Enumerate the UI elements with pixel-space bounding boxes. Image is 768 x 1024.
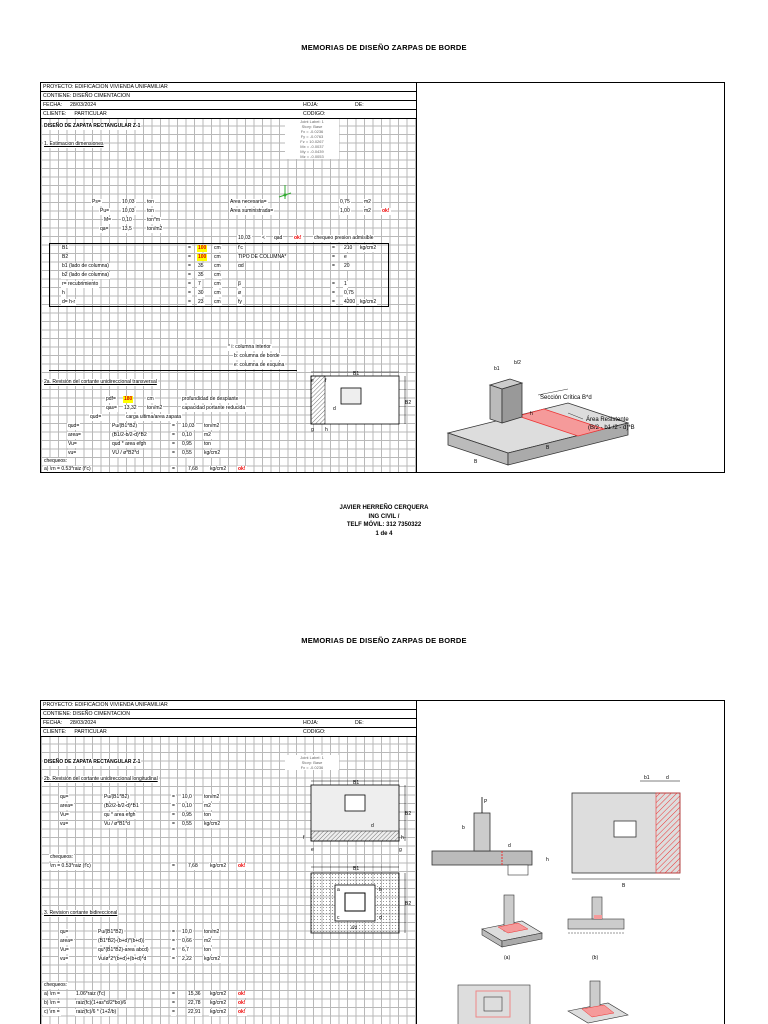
client-label: CLIENTE:: [43, 111, 67, 117]
column-type-corner: e: columna de esquina: [234, 362, 285, 368]
check-a-expr: a) \rn = 0.53*raiz (f'c): [44, 466, 91, 472]
dimension-unit: cm: [214, 281, 221, 287]
joint-mx: Mx = -0.0037: [300, 144, 324, 149]
shear-3-value: 6,7: [182, 947, 189, 953]
shear-row-label: area=: [68, 432, 81, 438]
dimension-value: 7: [198, 281, 201, 287]
shear-3-value: 0,66: [182, 938, 192, 944]
client-label-2: CLIENTE:: [43, 729, 67, 735]
shear-3-unit: ton/m2: [204, 929, 220, 935]
shear-2b-unit: ton: [204, 812, 211, 818]
check-a-ok: ok!: [238, 466, 246, 472]
plan-sketch-transverse: [301, 370, 413, 432]
dimension-unit: cm: [214, 272, 221, 278]
client-value: PARTICULAR: [74, 111, 107, 117]
fig-g-label: g: [311, 427, 314, 432]
shear-3-expr: Pu/(B1*B2): [98, 929, 124, 935]
checks-label-3: chequeos:: [44, 982, 68, 988]
shear-row-eq: =: [172, 432, 175, 438]
fig-b-caption: (b): [592, 955, 599, 961]
shear-2b-label: qu=: [60, 794, 69, 800]
iso-area-expr: (B/2 - b1 /2 - d)*B: [588, 425, 635, 431]
pressure-check-qad: qad: [274, 235, 283, 241]
date-label: FECHA:: [43, 102, 63, 108]
dimension-eq: =: [188, 281, 191, 287]
dimension-eq: =: [188, 272, 191, 278]
qud-desc-label: qud=: [90, 414, 102, 420]
client-row-2: [41, 728, 417, 737]
property-name: β: [238, 281, 241, 287]
of-label: DE:: [355, 102, 364, 108]
property-value: 0,75: [344, 290, 354, 296]
iso-B-label-2: B: [546, 445, 550, 451]
property-unit: kg/cm2: [360, 299, 377, 305]
qas-label: qas=: [106, 405, 117, 411]
check-3-eq: =: [172, 1000, 175, 1006]
check-b-value: 7,68: [188, 863, 198, 869]
pdf-unit: cm: [147, 396, 154, 402]
dimension-name: B1: [62, 245, 69, 251]
section-2b-title: 2b. Revisión del cortante unidireccional longitudinal: [44, 776, 158, 782]
shear-2b-unit: kg/cm2: [204, 821, 221, 827]
column-type-interior: * i: columna interior: [228, 344, 271, 350]
dimension-unit: cm: [214, 299, 221, 305]
shear-2b-eq: =: [172, 794, 175, 800]
qa-value: 13,5: [122, 226, 132, 232]
of-label-2: DE:: [355, 720, 364, 726]
joint-fx-2: Fx = -0.0236: [300, 765, 324, 770]
checks-label: chequeos:: [44, 458, 68, 464]
shear-2b-label: vu=: [60, 821, 69, 827]
check-3-ok: ok!: [238, 1000, 246, 1006]
plan-sketch-bidirectional: [301, 861, 413, 941]
joint-mz: Mz = -0.0053: [300, 154, 324, 159]
shear-row-eq: =: [172, 423, 175, 429]
iso-section-label: Sección Crítica B*d: [540, 395, 592, 401]
pu-value: 10,03: [122, 208, 135, 214]
plan-sketch-longitudinal: [301, 777, 413, 857]
m-label: M=: [104, 217, 112, 223]
shear-2b-value: 0,10: [182, 803, 192, 809]
shear-2b-expr: qu * area efgh: [104, 812, 136, 818]
property-name: f'c: [238, 245, 243, 251]
joint-axis-icon: [275, 183, 295, 203]
dimension-eq: =: [188, 254, 191, 260]
fig3-a-label: a: [337, 887, 340, 893]
dimension-value: 100: [198, 245, 207, 251]
ps-value: 10,03: [122, 199, 135, 205]
shear-3-unit: kg/cm2: [204, 956, 221, 962]
design-title: DISEÑO DE ZAPATA RECTANGULAR Z-1: [44, 123, 141, 129]
shear-row-expr: VU / ø*B2*d: [112, 450, 139, 456]
pdf-label: pdf=: [106, 396, 116, 402]
fig2-f-label: f: [303, 835, 305, 841]
fig2-h-label: h: [401, 835, 404, 841]
date-value-2: 28/03/2024: [70, 720, 96, 726]
shear-2b-unit: m2: [204, 803, 211, 809]
dimension-eq: =: [188, 245, 191, 251]
date-row: [41, 101, 417, 110]
qa-label: qa=: [100, 226, 109, 232]
joint-label-box: [285, 119, 339, 159]
sec-p-label: P: [484, 799, 488, 805]
figure-panel-2: [418, 701, 724, 1024]
calc-sheet-2: [40, 700, 725, 1024]
fig2-b2-label: B2: [405, 811, 412, 817]
fig3-d2-label: d/2: [351, 925, 358, 930]
check-3-label: a) \rn =: [44, 991, 60, 997]
dimension-eq: =: [188, 299, 191, 305]
shear-3-expr: qu*(B1*B2)-area abcd): [98, 947, 149, 953]
code-label-2: CODIGO:: [303, 729, 326, 735]
iso-B-label: B: [474, 459, 478, 465]
dimension-eq: =: [188, 290, 191, 296]
plan-b1-label: b1: [644, 775, 650, 781]
shear-3-unit: m2: [204, 938, 211, 944]
joint-fy: Fy = -0.0763: [300, 134, 324, 139]
pdf-value: 180: [124, 396, 133, 402]
check-3-label: b) \rn =: [44, 1000, 60, 1006]
column-type-edge: b: columna de borde: [234, 353, 280, 359]
pu-label: Pu=: [100, 208, 110, 214]
shear-2b-value: 0,55: [182, 821, 192, 827]
fig3-b2-label: B2: [405, 901, 412, 907]
shear-3-label: Vu=: [60, 947, 69, 953]
pressure-check-text: chequeo presion admisible: [314, 235, 374, 241]
shear-3-eq: =: [172, 947, 175, 953]
section-1-title: 1. Estimacion dimensiones: [44, 141, 104, 147]
section-2a-title: 2a. Revisión del cortante unidireccional transversal: [44, 379, 157, 385]
shear-3-eq: =: [172, 938, 175, 944]
shear-2b-value: 0,95: [182, 812, 192, 818]
calc-grid-1: [41, 83, 417, 472]
property-value: 20: [344, 263, 350, 269]
date-label-2: FECHA:: [43, 720, 63, 726]
shear-3-label: qu=: [60, 929, 69, 935]
shear-row-value: 0,10: [182, 432, 192, 438]
shear-row-unit: ton: [204, 441, 211, 447]
qas-desc: capacidad portante reducida: [182, 405, 246, 411]
sheet-label-2: HOJA:: [303, 720, 319, 726]
shear-2b-expr: (B2/2-b/2-d)*B1: [104, 803, 139, 809]
plan-B-label: B: [622, 883, 626, 889]
check-3-value: 22,78: [188, 1000, 201, 1006]
shear-2b-eq: =: [172, 803, 175, 809]
shear-row-unit: m2: [204, 432, 211, 438]
property-name: TIPO DE COLUMNA*: [238, 254, 287, 260]
dimension-value: 35: [198, 263, 204, 269]
check-b-unit: kg/cm2: [210, 863, 227, 869]
date-row-2: [41, 719, 417, 728]
property-name: αd: [238, 263, 244, 269]
shear-row-expr: qud * area efgh: [112, 441, 147, 447]
joint-fz: Fz = 10.0267: [300, 139, 324, 144]
fig3-b-label: b: [379, 887, 382, 893]
check-3-ok: ok!: [238, 991, 246, 997]
pdf-desc: profundidad de desplante: [182, 396, 239, 402]
document-title: MEMORIAS DE DISEÑO ZARPAS DE BORDE: [301, 43, 467, 52]
dimension-value: 100: [198, 254, 207, 260]
joint-label-2: Joint Label: 1: [300, 755, 324, 760]
shear-row-label: qud=: [68, 423, 80, 429]
footer-page: 1 de 4: [375, 530, 393, 537]
project-row-2: PROYECTO: EDIFICACION VIVIENDA UNIFAMILIAR: [41, 701, 417, 710]
contains-row-2: CONTIENE: DISEÑO CIMENTACION: [41, 710, 417, 719]
property-eq: =: [332, 290, 335, 296]
dimension-value: 23: [198, 299, 204, 305]
fig2-g-label: g: [399, 847, 402, 853]
property-name: ø: [238, 290, 242, 296]
dimension-unit: cm: [214, 245, 221, 251]
property-value: 210: [344, 245, 353, 251]
fig-b2-label: B2: [405, 400, 412, 406]
footer-role: ING CIVIL /: [368, 513, 400, 520]
check-3-value: 22,91: [188, 1009, 201, 1015]
m-value: 0,10: [122, 217, 132, 223]
footer-author: JAVIER HERREÑO CERQUERA: [339, 505, 429, 511]
shear-3-value: 2,22: [182, 956, 192, 962]
pressure-check-lt: <: [262, 235, 265, 241]
document-title-2: MEMORIAS DE DISEÑO ZARPAS DE BORDE: [301, 636, 467, 645]
property-unit: kg/cm2: [360, 245, 377, 251]
fig-h-label: h: [325, 427, 328, 432]
pressure-check-ok: ok!: [294, 235, 302, 241]
shear-row-unit: ton/m2: [204, 423, 220, 429]
pressure-check-value: 10,03: [238, 235, 251, 241]
check-a-eq: =: [172, 466, 175, 472]
check-3-unit: kg/cm2: [210, 1000, 227, 1006]
shear-3-expr: Vu/ø*2*(b+d)+(b+d)*d: [98, 956, 147, 962]
property-value: 1: [344, 281, 347, 287]
area-supplied-label: Area suministrada=: [230, 208, 274, 214]
check-3-unit: kg/cm2: [210, 991, 227, 997]
shear-3-expr: (B1*B2)-(b+d)*(b+d)): [98, 938, 145, 944]
dimension-unit: cm: [214, 254, 221, 260]
check-3-value: 15,36: [188, 991, 201, 997]
shear-3-label: vu=: [60, 956, 69, 962]
area-supplied-unit: m2: [364, 208, 371, 214]
iso-h-label: h: [530, 411, 533, 417]
calc-sheet-1: [40, 82, 725, 473]
m-unit: ton*m: [147, 217, 161, 223]
shear-3-eq: =: [172, 929, 175, 935]
dimension-value: 30: [198, 290, 204, 296]
fig-b1-label: B1: [353, 371, 360, 377]
fig2-e-label: e: [311, 847, 314, 853]
sec-b-label: b: [462, 825, 465, 831]
dimension-name: r= recubrimiento: [62, 281, 99, 287]
qas-value: 13,32: [124, 405, 137, 411]
shear-2b-label: Vu=: [60, 812, 69, 818]
iso-b1-label: b1: [494, 366, 500, 372]
shear-row-label: Vu=: [68, 441, 77, 447]
date-value: 28/03/2024: [70, 102, 96, 108]
qas-unit: ton/m2: [147, 405, 163, 411]
dimension-unit: cm: [214, 290, 221, 296]
check-3-eq: =: [172, 991, 175, 997]
shear-row-expr: Pu/(B1*B2): [112, 423, 138, 429]
section-2a-rule: [49, 370, 297, 371]
shear-row-value: 0,95: [182, 441, 192, 447]
qa-unit: ton/m2: [147, 226, 163, 232]
checks-label-2: chequeos:: [50, 854, 74, 860]
shear-row-eq: =: [172, 441, 175, 447]
property-eq: =: [332, 299, 335, 305]
contains-row: CONTIENE: DISEÑO CIMENTACION: [41, 92, 417, 101]
ps-unit: ton: [147, 199, 154, 205]
area-supplied-value: 1,00: [340, 208, 350, 214]
joint-story: Story: Base: [301, 124, 323, 129]
fig3-c-label: c: [337, 915, 340, 921]
check-b-expr: \rn = 0.53*raiz (f'c): [50, 863, 91, 869]
calc-grid-2: [41, 701, 417, 1024]
shear-2b-label: area=: [60, 803, 73, 809]
check-a-value: 7,68: [188, 466, 198, 472]
footer: [0, 504, 768, 538]
shear-2b-eq: =: [172, 821, 175, 827]
check-3-unit: kg/cm2: [210, 1009, 227, 1015]
iso-b2-label: b/2: [514, 360, 521, 366]
dimension-value: 35: [198, 272, 204, 278]
joint-label-box-2: [285, 755, 339, 770]
check-b-ok: ok!: [238, 863, 246, 869]
shear-2b-unit: ton/m2: [204, 794, 220, 800]
area-required-value: 0,75: [340, 199, 350, 205]
fig2-b1-label: B1: [353, 780, 360, 786]
property-eq: =: [332, 245, 335, 251]
shear-2b-expr: Pu/(B1*B2): [104, 794, 130, 800]
area-required-unit: m2: [364, 199, 371, 205]
design-title-2: DISEÑO DE ZAPATA RECTANGULAR Z-1: [44, 759, 141, 765]
check-3-expr: 1.06*raiz (f'c): [76, 991, 106, 997]
qud-desc: carga ultima/area zapata: [126, 414, 182, 420]
shear-2b-value: 10,0: [182, 794, 192, 800]
footing-isometric-figure: [418, 83, 724, 472]
joint-label: Joint Label: 1: [300, 119, 324, 124]
fig3-b1-label: B1: [353, 866, 360, 872]
dimension-name: d= h-r: [62, 299, 76, 305]
iso-area-label: Área Resistente: [586, 417, 629, 423]
property-eq: =: [332, 254, 335, 260]
property-eq: =: [332, 263, 335, 269]
figure-panel-1: [418, 83, 724, 472]
pu-unit: ton: [147, 208, 154, 214]
client-row: [41, 110, 417, 119]
fig-f-label: f: [325, 378, 327, 384]
footer-phone: TELF MÓVIL: 312 7350322: [346, 522, 422, 528]
joint-fx: Fx = -0.0236: [300, 129, 324, 134]
shear-row-unit: kg/cm2: [204, 450, 221, 456]
check-b-eq: =: [172, 863, 175, 869]
sheet-label: HOJA:: [303, 102, 319, 108]
property-value: e: [344, 254, 347, 260]
fig-a-caption: (a): [504, 955, 511, 961]
joint-my: My = -0.0439: [300, 149, 324, 154]
check-3-expr: raiz(fc)/6 * (1+2/b): [76, 1009, 117, 1015]
check-3-expr: raiz(fc)(1+as*d/2*bo)/6: [76, 1000, 127, 1006]
shear-3-value: 10,0: [182, 929, 192, 935]
property-value: 4200: [344, 299, 356, 305]
fig-e-label: e: [311, 378, 314, 384]
client-value-2: PARTICULAR: [74, 729, 107, 735]
shear-row-label: vu=: [68, 450, 77, 456]
shear-row-eq: =: [172, 450, 175, 456]
check-3-label: c) \rn =: [44, 1009, 60, 1015]
ps-label: Ps=: [92, 199, 101, 205]
check-3-eq: =: [172, 1009, 175, 1015]
shear-3-label: area=: [60, 938, 73, 944]
dimension-name: B2: [62, 254, 69, 260]
shear-row-value: 10,03: [182, 423, 195, 429]
plan-d-label: d: [666, 775, 669, 781]
dimension-name: b2 (lado de columna): [62, 272, 109, 278]
dimension-name: h: [62, 290, 65, 296]
section-3-title: 3. Revision cortante bidireccional: [44, 910, 118, 916]
joint-story-2: Story: Base: [301, 760, 323, 765]
project-row: PROYECTO: EDIFICACION VIVIENDA UNIFAMILIAR: [41, 83, 417, 92]
sec-h-label: h: [546, 857, 549, 863]
property-name: fy: [238, 299, 242, 305]
fig-d-label: d: [333, 406, 336, 412]
shear-row-value: 0,55: [182, 450, 192, 456]
check-a-unit: kg/cm2: [210, 466, 227, 472]
sec-d-label: d: [508, 843, 511, 849]
dimension-unit: cm: [214, 263, 221, 269]
dimension-eq: =: [188, 263, 191, 269]
fig3-d-label: d: [379, 915, 382, 921]
area-required-label: Area necesaria=: [230, 199, 267, 205]
shear-3-eq: =: [172, 956, 175, 962]
footing-section-figures: [418, 701, 724, 1024]
shear-3-unit: ton: [204, 947, 211, 953]
shear-2b-expr: Vu / ø*B1*d: [104, 821, 130, 827]
dimension-name: b1 (lado de columna): [62, 263, 109, 269]
shear-row-expr: (B1/2-b/2-d)*B2: [112, 432, 147, 438]
code-label: CODIGO:: [303, 111, 326, 117]
check-3-ok: ok!: [238, 1009, 246, 1015]
area-ok-flag: ok!: [382, 208, 390, 214]
shear-2b-eq: =: [172, 812, 175, 818]
property-eq: =: [332, 281, 335, 287]
fig2-d-label: d: [371, 823, 374, 829]
